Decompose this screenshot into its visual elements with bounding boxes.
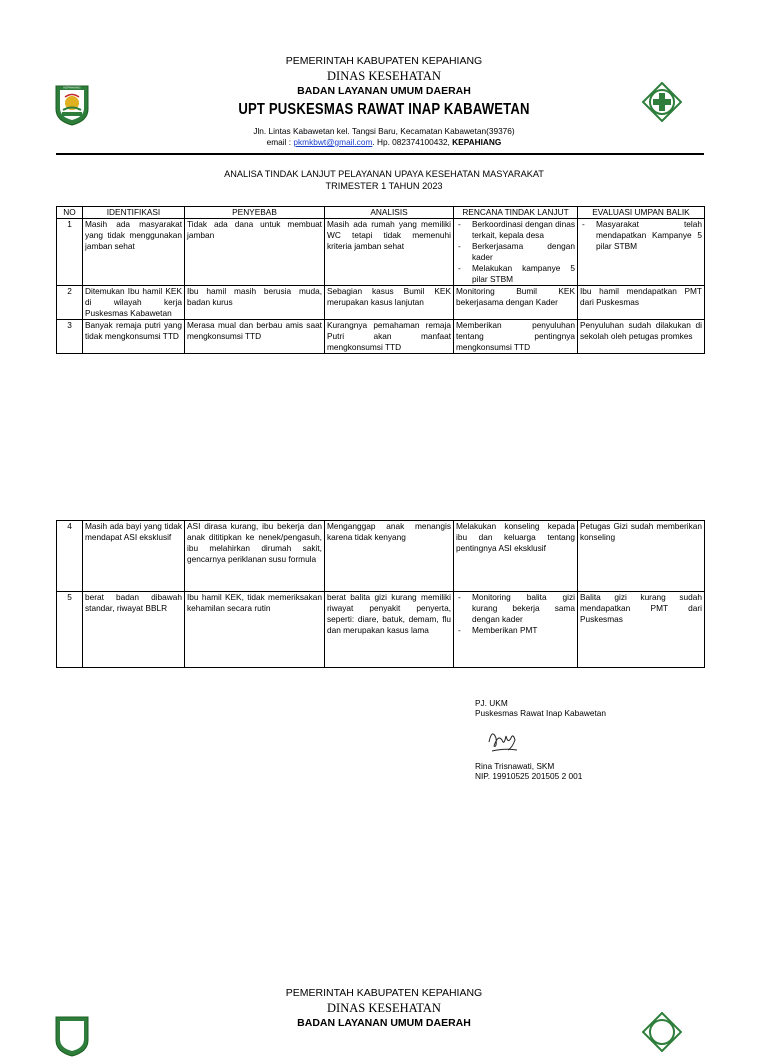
row-no: 4 — [57, 521, 83, 592]
table-header-row — [57, 207, 705, 219]
row-penyebab: ASI dirasa kurang, ibu bekerja dan anak dititipkan ke nenek/pengasuh, ibu melahirkan dirumah sakit, gencarnya periklanan susu formula — [185, 521, 325, 592]
header-address: Jln. Lintas Kabawetan kel. Tangsi Baru, Kecamatan Kabawetan(39376) — [253, 126, 515, 136]
row-no: 5 — [57, 592, 83, 668]
evaluasi-list — [580, 219, 702, 252]
phone-text: . Hp. 082374100432, — [372, 137, 453, 147]
row-evaluasi: Petugas Gizi sudah memberikan konseling — [578, 521, 705, 592]
row-penyebab: Merasa mual dan berbau amis saat mengkonsumsi TTD — [185, 320, 325, 354]
document-subtitle: TRIMESTER 1 TAHUN 2023 — [325, 181, 443, 191]
list-item: - Monitoring balita gizi kurang bekerja sama dengan kader — [472, 592, 575, 625]
row-analisis: berat balita gizi kurang memiliki riwayat penyakit penyerta, seperti: diare, batuk, demam, flu dan merupakan kasus lama — [325, 592, 454, 668]
table-row — [57, 320, 705, 354]
row-evaluasi: Penyuluhan sudah dilakukan di sekolah oleh petugas promkes — [578, 320, 705, 354]
header-contact — [0, 137, 768, 147]
next-page-department: DINAS KESEHATAN — [327, 1001, 441, 1015]
row-analisis: Menganggap anak menangis karena tidak kenyang — [325, 521, 454, 592]
next-page-government: PEMERINTAH KABUPATEN KEPAHIANG — [285, 987, 483, 999]
row-rencana: Melakukan konseling kepada ibu dan keluarga tentang pentingnya ASI eksklusif — [454, 521, 578, 592]
row-identifikasi: Banyak remaja putri yang tidak mengkonsumsi TTD — [83, 320, 185, 354]
header-evaluasi: EVALUASI UMPAN BALIK — [578, 207, 705, 219]
list-item: - Memberikan PMT — [472, 625, 575, 636]
signature-name: Rina Trisnawati, SKM — [475, 761, 555, 771]
header-agency: BADAN LAYANAN UMUM DAERAH — [297, 85, 471, 97]
analysis-table-continued — [56, 520, 705, 668]
rencana-list — [456, 219, 575, 285]
header-penyebab: PENYEBAB — [185, 207, 325, 219]
signature-role: PJ. UKM — [475, 698, 508, 708]
handwritten-signature — [486, 724, 520, 754]
svg-text:KEPAHIANG: KEPAHIANG — [63, 85, 81, 90]
document-title: ANALISA TINDAK LANJUT PELAYANAN UPAYA KESEHATAN MASYARAKAT — [224, 169, 544, 179]
row-evaluasi — [578, 219, 705, 286]
row-evaluasi: Balita gizi kurang sudah mendapatkan PMT dari Puskesmas — [578, 592, 705, 668]
header-identifikasi: IDENTIFIKASI — [83, 207, 185, 219]
row-no: 3 — [57, 320, 83, 354]
signature-nip: NIP. 19910525 201505 2 001 — [475, 771, 583, 781]
header-puskesmas-name: UPT PUSKESMAS RAWAT INAP KABAWETAN — [238, 101, 530, 118]
list-item: - Melakukan kampanye 5 pilar STBM — [472, 263, 575, 285]
header-analisis: ANALISIS — [325, 207, 454, 219]
row-identifikasi: berat badan dibawah standar, riwayat BBLR — [83, 592, 185, 668]
row-penyebab: Tidak ada dana untuk membuat jamban — [185, 219, 325, 286]
email-prefix: email : — [266, 137, 294, 147]
row-identifikasi: Ditemukan Ibu hamil KEK di wilayah kerja Puskesmas Kabawetan — [83, 286, 185, 320]
row-rencana — [454, 592, 578, 668]
row-no: 1 — [57, 219, 83, 286]
email-link[interactable]: pkmkbwt@gmail.com — [293, 137, 373, 147]
header-divider — [56, 153, 704, 155]
table-row — [57, 521, 705, 592]
row-rencana — [454, 219, 578, 286]
row-no: 2 — [57, 286, 83, 320]
list-item: - Berkoordinasi dengan dinas terkait, kepala desa — [472, 219, 575, 241]
row-analisis: Kurangnya pemahaman remaja Putri akan manfaat mengkonsumsi TTD — [325, 320, 454, 354]
row-identifikasi: Masih ada masyarakat yang tidak menggunakan jamban sehat — [83, 219, 185, 286]
row-analisis: Masih ada rumah yang memiliki WC tetapi tidak memenuhi kriteria jamban sehat — [325, 219, 454, 286]
table-row — [57, 592, 705, 668]
header-government: PEMERINTAH KABUPATEN KEPAHIANG — [285, 55, 483, 67]
header-no: NO — [57, 207, 83, 219]
list-item: - Masyarakat telah mendapatkan Kampanye 5 pilar STBM — [596, 219, 702, 252]
row-rencana: Memberikan penyuluhan tentang pentingnya mengkonsumsi TTD — [454, 320, 578, 354]
rencana-list — [456, 592, 575, 636]
analysis-table — [56, 206, 705, 354]
row-evaluasi: Ibu hamil mendapatkan PMT dari Puskesmas — [578, 286, 705, 320]
row-penyebab: Ibu hamil masih berusia muda, badan kurus — [185, 286, 325, 320]
table-row — [57, 219, 705, 286]
row-rencana: Monitoring Bumil KEK bekerjasama dengan Kader — [454, 286, 578, 320]
row-penyebab: Ibu hamil KEK, tidak memeriksakan kehamilan secara rutin — [185, 592, 325, 668]
list-item: - Berkerjasama dengan kader — [472, 241, 575, 263]
table-row — [57, 286, 705, 320]
row-analisis: Sebagian kasus Bumil KEK merupakan kasus lanjutan — [325, 286, 454, 320]
city-text: KEPAHIANG — [452, 137, 502, 147]
row-identifikasi: Masih ada bayi yang tidak mendapat ASI eksklusif — [83, 521, 185, 592]
header-department: DINAS KESEHATAN — [327, 69, 441, 83]
next-page-agency: BADAN LAYANAN UMUM DAERAH — [297, 1017, 471, 1029]
header-rencana: RENCANA TINDAK LANJUT — [454, 207, 578, 219]
signature-org: Puskesmas Rawat Inap Kabawetan — [475, 708, 606, 718]
